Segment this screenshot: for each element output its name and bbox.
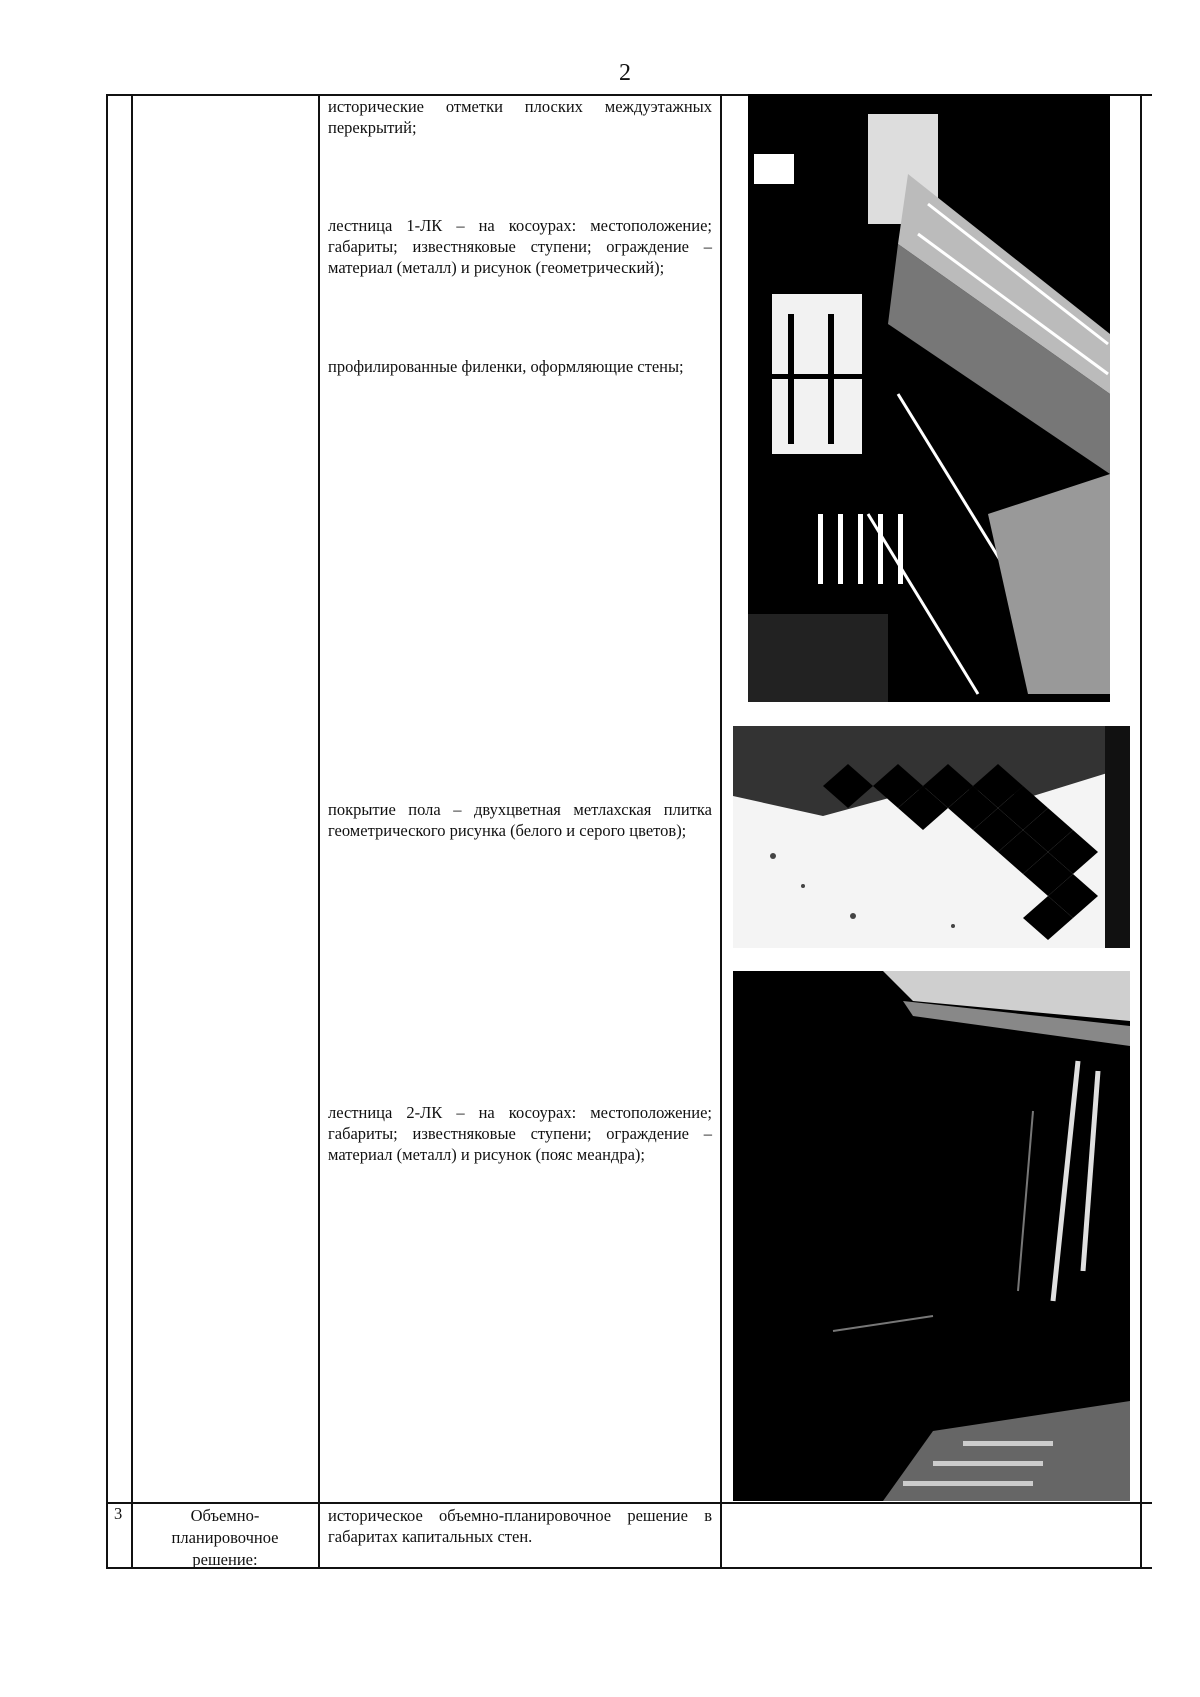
page-number: 2 [619, 60, 631, 86]
photo-floor-tiles [733, 726, 1130, 948]
col-border-title [318, 94, 320, 1568]
col-border-left [106, 94, 108, 1568]
row-3-number: 3 [114, 1504, 123, 1523]
item-wall-panels: профилированные филенки, оформляющие стены; [328, 357, 684, 376]
col-border-number [131, 94, 133, 1568]
row-3-top-border [106, 1502, 1152, 1504]
item-volume-plan: историческое объемно-планировочное решение в габаритах капитальных стен. [328, 1506, 712, 1546]
col-border-description [720, 94, 722, 1568]
photo-staircase-2lk [733, 971, 1130, 1501]
item-floor-tiles: покрытие пола – двухцветная метлахская плитка геометрического рисунка (белого и серого цветов); [328, 800, 712, 840]
item-staircase-1lk: лестница 1-ЛК – на косоурах: местоположение; габариты; известняковые ступени; ограждение – материал (металл) и рисунок (геометрический); [328, 216, 712, 277]
row-3-title: Объемно-планировочное решение: [171, 1506, 279, 1569]
col-border-right [1140, 94, 1142, 1568]
item-staircase-2lk: лестница 2-ЛК – на косоурах: местоположение; габариты; известняковые ступени; ограждение – материал (металл) и рисунок (пояс меандра); [328, 1103, 712, 1164]
item-floor-levels: исторические отметки плоских междуэтажных перекрытий; [328, 97, 712, 137]
photo-staircase-1lk [748, 94, 1110, 702]
